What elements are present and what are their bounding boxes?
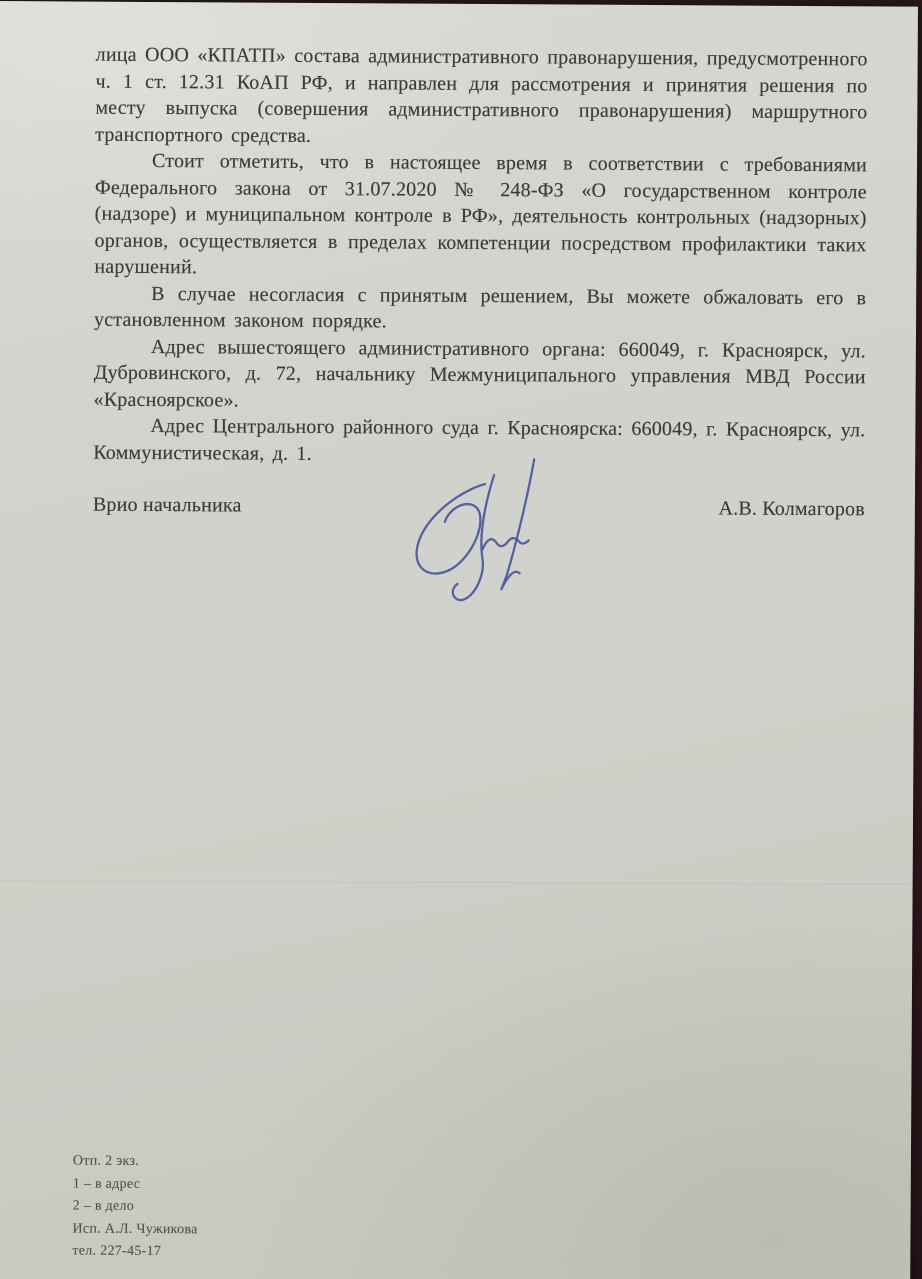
paper-fold-crease: [0, 878, 913, 884]
body-paragraph-1: лица ООО «КПАТП» состава административного правонарушения, предусмотренного ч. 1 ст. 12.31 КоАП РФ, и направлен для рассмотрения и принятия решения по месту выпуска (совершения административного правонарушения) маршрутного транспортного средства.: [95, 43, 868, 147]
footer-executor-line: Исп. А.Л. Чужикова: [72, 1221, 198, 1237]
footer-copy2-line: 2 – в дело: [72, 1198, 135, 1214]
signature-block: [93, 494, 865, 522]
body-paragraph-3: В случае несогласия с принятым решением, Вы можете обжаловать его в установленном законом порядке.: [93, 282, 867, 333]
footer-copy1-line: 1 – в адрес: [72, 1176, 141, 1192]
body-paragraph-5: Адрес Центрального районного суда г. Красноярска: 660049, г. Красноярск, ул. Коммунистическая, д. 1.: [93, 414, 866, 465]
letter-body: [93, 42, 868, 471]
footer-phone-line: тел. 227-45-17: [72, 1243, 162, 1260]
document-page: [0, 1, 918, 1279]
body-paragraph-2: Стоит отметить, что в настоящее время в соответствии с требованиями Федерального закона от 31.07.2020 № 248-ФЗ «О государственном контроле (надзоре) и муниципальном контроле в РФ», деятельность контрольных (надзорных) органов, осуществляется в пределах компетенции посредством профилактики таких нарушений.: [94, 149, 868, 279]
handwritten-signature-icon: [386, 449, 587, 610]
footer-copies-line: Отп. 2 экз.: [72, 1153, 140, 1169]
document-footer-notes: [72, 1151, 198, 1264]
signer-position-label: Врио начальника: [92, 493, 242, 517]
body-paragraph-4: Адрес вышестоящего административного органа: 660049, г. Красноярск, ул. Дубровинского, д. 72, начальнику Межмуниципального управления МВД России «Красноярское».: [93, 335, 866, 412]
signer-name: А.В. Колмагоров: [718, 497, 865, 521]
